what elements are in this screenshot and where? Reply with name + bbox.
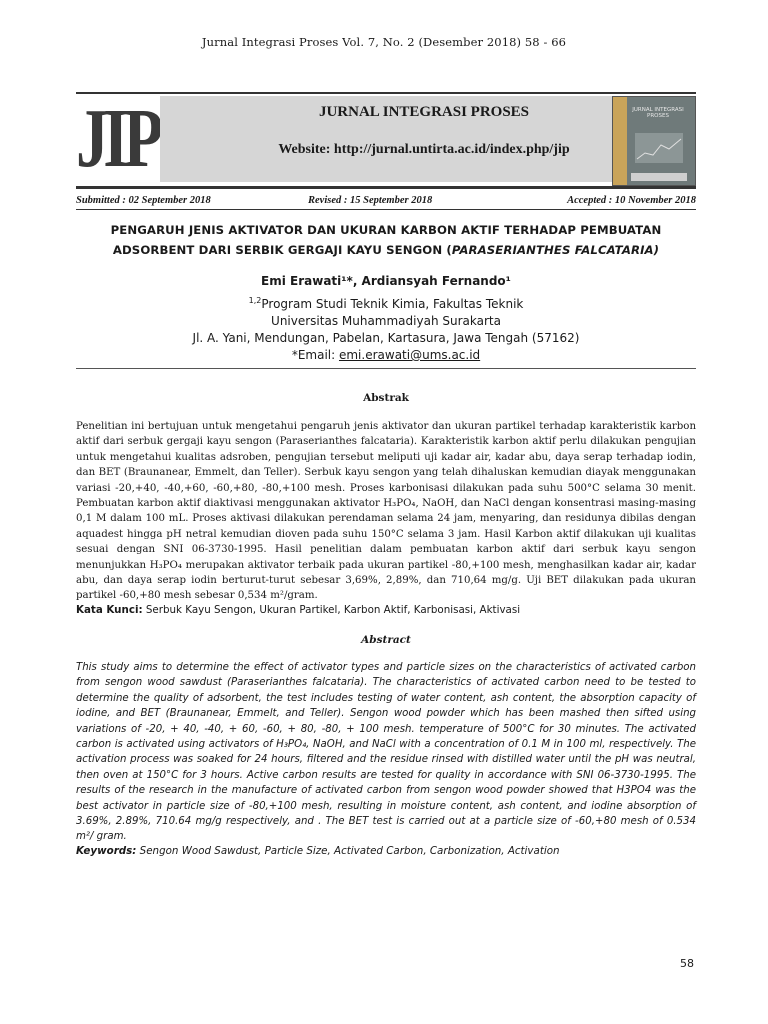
abstract-body: This study aims to determine the effect of activator types and particle sizes on the characteristics of activated carbon from sengon wood sawdust (Paraserianthes falcataria). The characteristics of activated carbon need to be tested to determine the quality of adsorbent, the test includes testing of water content, ash content, the absorption capacity of iodine, and BET (Braunanear, Emmelt, and Teller). Sengon wood powder which has been mashed then sifted using variations of -20, + 40, -40, + 60, -60, + 80, -80, + 100 mesh. temperature of 500°C for 30 minutes. The activated carbon is activated using activators of H₃PO₄, NaOH, and NaCl with a concentration of 0.1 M in 100 ml, respectively. The activation process was soaked for 24 hours, filtered and the residue rinsed with distilled water until the pH was neutral, then oven at 150°C for 3 hours. Active carbon results are tested for quality in accordance with SNI 06-3730-1995. The results of the research in the manufacture of activated carbon from sengon wood powder showed that H3PO4 was the best activator in particle size of -80,+100 mesh, resulting in moisture content, ash content, and iodine absorption of 3.69%, 2.89%, 710.64 mg/g respectively, and . The BET test is carried out at a particle size of -60,+80 mesh of 0.534 m²/ gram. [76,662,696,843]
kata-kunci-label: Kata Kunci: [76,604,143,616]
masthead-top-rule [76,92,696,94]
masthead-bottom-rule [76,186,696,189]
affiliation-line-1 [76,292,696,313]
affiliation-address: Jl. A. Yani, Mendungan, Pabelan, Kartasura, Jawa Tengah (57162) [192,331,580,345]
masthead-panel [160,96,688,182]
abstrak-body: Penelitian ini bertujuan untuk mengetahui pengaruh jenis aktivator dan ukuran partikel terhadap karakteristik karbon aktif dari serbuk gergaji kayu sengon (Paraserianthes falcataria). Karakteristik karbon aktif perlu dilakukan pengujian untuk mengetahui kualitas adsroben, pengujian tersebut meliputi uji kadar air, kadar abu, daya serap terhadap iodin, dan BET (Braunanear, Emmelt, dan Teller). Serbuk kayu sengon yang telah dihaluskan kemudian diayak menggunakan variasi -20,+40, -40,+60, -60,+80, -80,+100 mesh. Proses karbonisasi dilakukan pada suhu 500°C selama 30 menit. Pembuatan karbon aktif diaktivasi menggunakan aktivator H₃PO₄, NaOH, dan NaCl dengan konsentrasi masing-masing 0,1 M dalam 100 mL. Proses aktivasi dilakukan perendaman selama 24 jam, menyaring, dan residunya dibilas dengan aquadest hingga pH netral kemudian dioven pada suhu 150°C selama 3 jam. Hasil Karbon aktif dilakukan uji kualitas sesuai dengan SNI 06-3730-1995. Hasil penelitian dalam pembuatan karbon aktif dari serbuk kayu sengon menunjukkan H₃PO₄ merupakan aktivator terbaik pada ukuran partikel -80,+100 mesh, menghasilkan kadar air, kadar abu, dan daya serap iodin berturut-turut sebesar 3,69%, 2,89%, dan 710,64 mg/g. Uji BET dilakukan pada ukuran partikel -60,+80 mesh sebesar 0,534 m²/gram. [76,421,696,602]
title-line-2-text: ADSORBENT DARI SERBIK GERGAJI KAYU SENGON ( [112,243,452,257]
keywords-text: Sengon Wood Sawdust, Particle Size, Activated Carbon, Carbonization, Activation [136,845,560,857]
cover-graph-icon [635,133,683,163]
title-line-1: PENGARUH JENIS AKTIVATOR DAN UKURAN KARBON AKTIF TERHADAP PEMBUATAN [110,223,662,237]
accepted-date: Accepted : 10 November 2018 [567,195,696,206]
corresponding-email [76,347,696,364]
dates-rule [76,209,696,210]
affiliation-superscript: 1,2 [248,296,262,305]
journal-masthead [76,92,696,189]
journal-logo: JIP [76,92,158,185]
paper-title [76,220,696,260]
author-list: Emi Erawati¹*, Ardiansyah Fernando¹ [261,274,511,288]
keywords-label: Keywords: [76,845,137,857]
running-head: Jurnal Integrasi Proses Vol. 7, No. 2 (Desember 2018) 58 - 66 [201,35,567,49]
affiliation-university: Universitas Muhammadiyah Surakarta [271,314,501,328]
cover-spine [613,97,627,185]
affiliation [76,292,696,364]
abstract-heading: Abstract [361,634,411,646]
journal-name: JURNAL INTEGRASI PROSES [318,104,530,120]
keywords [76,845,696,857]
kata-kunci-text: Serbuk Kayu Sengon, Ukuran Partikel, Karbon Aktif, Karbonisasi, Aktivasi [142,604,521,616]
title-line-2 [76,240,696,260]
email-link[interactable]: emi.erawati@ums.ac.id [338,348,481,362]
journal-website: Website: http://jurnal.untirta.ac.id/index.php/jip [278,142,570,157]
cover-footer [631,173,687,181]
revised-date: Revised : 15 September 2018 [308,195,433,206]
abstrak-heading: Abstrak [363,392,409,404]
journal-cover-image [612,96,696,186]
title-species: PARASERIANTHES FALCATARIA) [451,243,660,257]
page-number: 58 [680,957,694,970]
affiliation-department: Program Studi Teknik Kimia, Fakultas Teknik [261,297,524,311]
email-label: *Email: [291,348,339,362]
cover-title: JURNAL INTEGRASI PROSES [632,107,684,119]
kata-kunci [76,604,696,616]
submitted-date: Submitted : 02 September 2018 [76,195,211,206]
affiliation-rule [76,368,696,369]
